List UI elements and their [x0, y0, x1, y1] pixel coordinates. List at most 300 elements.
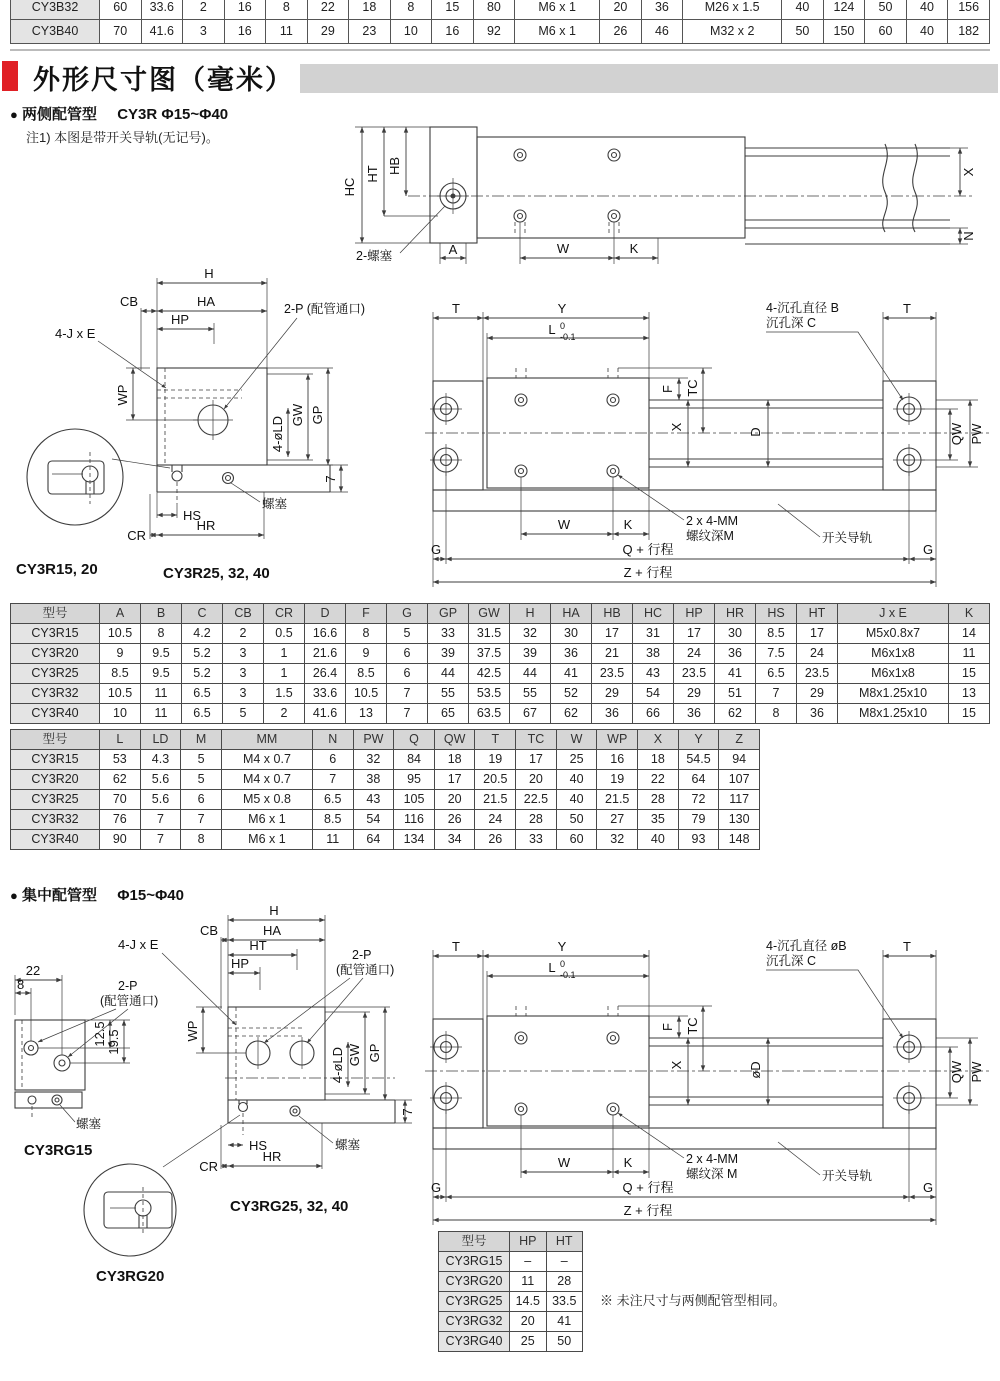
table-row — [11, 664, 990, 684]
dim-cr: CR — [127, 528, 146, 543]
detail-circle — [27, 429, 170, 525]
value-cell: 30 — [715, 624, 756, 644]
model-cell: CY3B40 — [11, 20, 100, 44]
value-cell: 3 — [223, 664, 264, 684]
value-cell: 107 — [719, 770, 760, 790]
value-cell: 64 — [678, 770, 719, 790]
dim-8: 8 — [17, 977, 25, 992]
caption-cy3r15-20: CY3R15, 20 — [16, 561, 98, 578]
label-thread: 2 x 4-MM — [686, 514, 739, 528]
value-cell: M8x1.25x10 — [838, 684, 949, 704]
value-cell: 36 — [797, 704, 838, 724]
value-cell: 32 — [353, 750, 394, 770]
model-cell: CY3R25 — [11, 664, 100, 684]
value-cell: M6x1x8 — [838, 664, 949, 684]
value-cell: 23 — [349, 20, 391, 44]
value-cell: 11 — [312, 830, 353, 850]
end-body — [157, 368, 267, 465]
dim-k: K — [623, 517, 633, 532]
dim-z-stroke: Z + 行程 — [623, 1203, 673, 1218]
dim-pw: PW — [969, 423, 984, 445]
table-row — [439, 1332, 583, 1352]
dim-k: K — [629, 241, 639, 256]
value-cell: 90 — [100, 830, 141, 850]
value-cell: 13 — [346, 704, 387, 724]
bullet-icon: ● — [10, 107, 18, 122]
column-header: H — [510, 604, 551, 624]
section1-range: CY3R Φ15~Φ40 — [117, 106, 229, 123]
value-cell: 148 — [719, 830, 760, 850]
model-cell: CY3B32 — [11, 0, 100, 20]
value-cell: 62 — [551, 704, 592, 724]
value-cell: 30 — [551, 624, 592, 644]
slider-holes — [515, 1006, 619, 1115]
table-row — [11, 20, 990, 44]
value-cell: 51 — [715, 684, 756, 704]
dim-tc: TC — [685, 1017, 700, 1035]
value-cell: 80 — [473, 0, 515, 20]
value-cell: 8 — [756, 704, 797, 724]
dim-l: L — [548, 960, 556, 975]
value-cell: 24 — [475, 810, 516, 830]
value-cell: 1 — [264, 664, 305, 684]
cylinder-tube — [649, 1038, 883, 1105]
value-cell: 29 — [797, 684, 838, 704]
value-cell: 84 — [394, 750, 435, 770]
dim-7: 7 — [400, 1108, 415, 1116]
value-cell: 60 — [865, 20, 907, 44]
value-cell: 43 — [353, 790, 394, 810]
value-cell: 14.5 — [510, 1292, 547, 1312]
dim-k: K — [623, 1155, 633, 1170]
title-gray-bar — [300, 64, 998, 93]
value-cell: 41.6 — [305, 704, 346, 724]
value-cell: 5 — [181, 770, 222, 790]
label-2p-sub: (配管通口) — [336, 963, 395, 977]
cy3b-dim-table-clipped — [10, 0, 990, 51]
column-header: B — [141, 604, 182, 624]
value-cell: 9 — [100, 644, 141, 664]
body — [15, 1020, 85, 1090]
value-cell: 130 — [719, 810, 760, 830]
value-cell: 6.5 — [182, 704, 223, 724]
column-header: Z — [719, 730, 760, 750]
value-cell: 32 — [510, 624, 551, 644]
value-cell: 10 — [100, 704, 141, 724]
value-cell: 38 — [353, 770, 394, 790]
dim-l: L — [548, 322, 556, 337]
dim-cb: CB — [199, 923, 218, 938]
value-cell: 40 — [782, 0, 824, 20]
dim-wp: WP — [185, 1020, 200, 1042]
value-cell: 8.5 — [312, 810, 353, 830]
value-cell: 16 — [597, 750, 638, 770]
label-plug: 螺塞 — [262, 497, 288, 511]
end-body — [228, 1007, 325, 1100]
value-cell: 28 — [516, 810, 557, 830]
column-header: CB — [223, 604, 264, 624]
value-cell: 1.5 — [264, 684, 305, 704]
dim-gw: GW — [290, 403, 305, 427]
red-square-marker — [2, 61, 18, 91]
column-header: PW — [353, 730, 394, 750]
value-cell: M4 x 0.7 — [221, 770, 312, 790]
table-row — [11, 684, 990, 704]
label-thread-depth: 螺纹深M — [686, 529, 734, 543]
dim-hp: HP — [170, 312, 190, 327]
column-header: L — [100, 730, 141, 750]
label-counterbore-dia: 4-沉孔直径 B — [766, 301, 839, 315]
cy3rg20-detail — [84, 1115, 240, 1285]
column-header: 型号 — [11, 730, 100, 750]
dim-gp: GP — [310, 405, 325, 425]
column-header: HP — [674, 604, 715, 624]
value-cell: 8 — [346, 624, 387, 644]
section1-label: 两侧配管型 — [22, 106, 98, 123]
value-cell: 10.5 — [100, 624, 141, 644]
value-cell: 5 — [387, 624, 428, 644]
column-header: WP — [597, 730, 638, 750]
bullet-icon: ● — [10, 888, 18, 903]
cy3r-end-view — [16, 266, 365, 582]
value-cell: 18 — [349, 0, 391, 20]
model-cell: CY3R40 — [11, 830, 100, 850]
page-title: 外形尺寸图（毫米） — [33, 65, 294, 95]
column-header: HA — [551, 604, 592, 624]
table-row — [439, 1252, 583, 1272]
dim-hb: HB — [387, 156, 402, 176]
value-cell: 7 — [387, 684, 428, 704]
value-cell: 7 — [140, 830, 181, 850]
column-header: X — [638, 730, 679, 750]
value-cell: 62 — [715, 704, 756, 724]
value-cell: 17 — [797, 624, 838, 644]
value-cell: M4 x 0.7 — [221, 750, 312, 770]
value-cell: 5.6 — [140, 770, 181, 790]
column-header: LD — [140, 730, 181, 750]
column-header: G — [387, 604, 428, 624]
left-end-block — [433, 381, 483, 490]
value-cell: 62 — [100, 770, 141, 790]
dim-g-left: G — [430, 1180, 442, 1195]
value-cell: 8.5 — [100, 664, 141, 684]
model-cell: CY3R25 — [11, 790, 100, 810]
value-cell: 21.5 — [597, 790, 638, 810]
value-cell: 33.6 — [305, 684, 346, 704]
value-cell: 134 — [394, 830, 435, 850]
dim-pw: PW — [969, 1061, 984, 1083]
value-cell: 7 — [181, 810, 222, 830]
dim-w: W — [557, 517, 571, 532]
cylinder-rail — [745, 144, 950, 244]
value-cell: 8 — [141, 624, 182, 644]
value-cell: 54.5 — [678, 750, 719, 770]
value-cell: M6 x 1 — [515, 20, 600, 44]
column-header: HR — [715, 604, 756, 624]
table-header-row — [11, 604, 990, 624]
value-cell: 116 — [394, 810, 435, 830]
value-cell: 14 — [949, 624, 990, 644]
value-cell: 67 — [510, 704, 551, 724]
port-circle — [24, 1041, 38, 1055]
value-cell: 54 — [633, 684, 674, 704]
column-header: N — [312, 730, 353, 750]
value-cell: 9.5 — [141, 664, 182, 684]
value-cell: 6 — [181, 790, 222, 810]
value-cell: 5 — [181, 750, 222, 770]
value-cell: 39 — [428, 644, 469, 664]
value-cell: 70 — [100, 20, 142, 44]
switch-rail-strip — [228, 1100, 395, 1123]
value-cell: 3 — [183, 20, 225, 44]
dim-g-right: G — [922, 1180, 934, 1195]
table-row — [11, 830, 760, 850]
value-cell: 93 — [678, 830, 719, 850]
value-cell: 6 — [312, 750, 353, 770]
value-cell: 18 — [434, 750, 475, 770]
counterbore-holes — [430, 393, 925, 476]
value-cell: M6 x 1 — [221, 810, 312, 830]
value-cell: 23.5 — [674, 664, 715, 684]
switch-rail — [433, 1128, 936, 1149]
value-cell: 22.5 — [516, 790, 557, 810]
value-cell: 28 — [638, 790, 679, 810]
value-cell: 50 — [556, 810, 597, 830]
value-cell: 29 — [307, 20, 349, 44]
dim-hc: HC — [342, 177, 357, 197]
rail-strip — [15, 1092, 82, 1108]
model-cell: CY3RG15 — [439, 1252, 510, 1272]
value-cell: M26 x 1.5 — [683, 0, 782, 20]
value-cell: 22 — [307, 0, 349, 20]
value-cell: 21.5 — [475, 790, 516, 810]
port-circle — [54, 1055, 70, 1071]
value-cell: 94 — [719, 750, 760, 770]
model-cell: CY3R20 — [11, 770, 100, 790]
value-cell: 17 — [516, 750, 557, 770]
table-row — [439, 1312, 583, 1332]
value-cell: 27 — [597, 810, 638, 830]
value-cell: 54 — [353, 810, 394, 830]
value-cell: 16 — [432, 20, 474, 44]
value-cell: 5.6 — [140, 790, 181, 810]
value-cell: 15 — [949, 704, 990, 724]
table-row — [11, 644, 990, 664]
column-header: 型号 — [11, 604, 100, 624]
cy3r-dim-table-2 — [10, 729, 760, 850]
value-cell: 64 — [353, 830, 394, 850]
value-cell: 42.5 — [469, 664, 510, 684]
value-cell: 29 — [592, 684, 633, 704]
label-switch-rail: 开关导轨 — [822, 1169, 873, 1183]
value-cell: 36 — [641, 0, 683, 20]
value-cell: 7 — [140, 810, 181, 830]
dim-19-5: 19.5 — [106, 1029, 121, 1055]
value-cell: 24 — [797, 644, 838, 664]
value-cell: 182 — [948, 20, 990, 44]
cy3rg-hp-ht-table — [438, 1231, 583, 1352]
value-cell: 21 — [592, 644, 633, 664]
value-cell: 40 — [638, 830, 679, 850]
value-cell: 2 — [264, 704, 305, 724]
dim-gw: GW — [347, 1043, 362, 1067]
column-header: HP — [510, 1232, 547, 1252]
label-plug: 2-螺塞 — [356, 249, 393, 263]
column-header: CR — [264, 604, 305, 624]
dim-w: W — [556, 241, 570, 256]
value-cell: 16.6 — [305, 624, 346, 644]
slider-body — [477, 137, 745, 238]
label-thread-depth: 螺纹深 M — [686, 1167, 738, 1181]
value-cell: 43 — [633, 664, 674, 684]
column-header: K — [949, 604, 990, 624]
value-cell: 70 — [100, 790, 141, 810]
value-cell: 1 — [264, 644, 305, 664]
column-header: C — [182, 604, 223, 624]
value-cell: 26.4 — [305, 664, 346, 684]
value-cell: 5.2 — [182, 644, 223, 664]
column-header: GP — [428, 604, 469, 624]
value-cell: 6.5 — [756, 664, 797, 684]
value-cell: 50 — [546, 1332, 583, 1352]
cy3rg-end-view — [118, 903, 415, 1215]
label-2p: 2-P — [352, 948, 372, 962]
value-cell: 11 — [141, 684, 182, 704]
dim-cr: CR — [199, 1159, 218, 1174]
value-cell: 15 — [949, 664, 990, 684]
value-cell: 7 — [756, 684, 797, 704]
column-header: Y — [678, 730, 719, 750]
value-cell: 19 — [475, 750, 516, 770]
dim-a: A — [448, 242, 458, 257]
dim-z-stroke: Z + 行程 — [623, 565, 673, 580]
mount-holes — [514, 149, 620, 233]
model-cell: CY3RG20 — [439, 1272, 510, 1292]
value-cell: 4.2 — [182, 624, 223, 644]
label-2p: 2-P (配管通口) — [284, 302, 366, 316]
dim-tc: TC — [685, 379, 700, 397]
plug-circle — [290, 1106, 300, 1116]
table-row — [11, 750, 760, 770]
label-2p-sub: (配管通口) — [100, 994, 159, 1008]
value-cell: 9 — [346, 644, 387, 664]
dim-ht: HT — [365, 165, 380, 183]
value-cell: 53 — [100, 750, 141, 770]
value-cell: M8x1.25x10 — [838, 704, 949, 724]
dim-12-5: 12.5 — [92, 1021, 107, 1047]
value-cell: 33 — [516, 830, 557, 850]
column-header: A — [100, 604, 141, 624]
value-cell: 53.5 — [469, 684, 510, 704]
cy3rg15-view — [15, 963, 158, 1159]
label-counterbore-depth: 沉孔深 C — [766, 954, 817, 968]
dim-l-tol-lower: -0.1 — [560, 332, 576, 342]
caption-cy3rg20: CY3RG20 — [96, 1268, 165, 1285]
value-cell: 10.5 — [346, 684, 387, 704]
value-cell: 2 — [183, 0, 225, 20]
value-cell: M5x0.8x7 — [838, 624, 949, 644]
dim-l-tol-lower: -0.1 — [560, 970, 576, 980]
value-cell: 31.5 — [469, 624, 510, 644]
dim-qw: QW — [949, 1060, 964, 1084]
value-cell: 17 — [674, 624, 715, 644]
value-cell: 55 — [428, 684, 469, 704]
value-cell: 20 — [600, 0, 642, 20]
value-cell: 41 — [546, 1312, 583, 1332]
value-cell: 18 — [638, 750, 679, 770]
table-row — [11, 704, 990, 724]
dim-d: D — [748, 427, 763, 437]
cylinder-tube — [649, 400, 883, 467]
column-header: HT — [797, 604, 838, 624]
value-cell: 41.6 — [141, 20, 183, 44]
model-cell: CY3R15 — [11, 624, 100, 644]
value-cell: 46 — [641, 20, 683, 44]
dim-x: X — [669, 422, 684, 432]
column-header: HT — [546, 1232, 583, 1252]
value-cell: 65 — [428, 704, 469, 724]
value-cell: 8 — [266, 0, 308, 20]
value-cell: 4.3 — [140, 750, 181, 770]
value-cell: 66 — [633, 704, 674, 724]
cy3r-dim-table-1 — [10, 603, 990, 724]
dim-ha: HA — [262, 923, 282, 938]
dim-q-stroke: Q + 行程 — [622, 542, 674, 557]
cy3b-dim-table — [10, 0, 990, 44]
column-header: Q — [394, 730, 435, 750]
column-header: MM — [221, 730, 312, 750]
value-cell: 150 — [823, 20, 865, 44]
value-cell: – — [510, 1252, 547, 1272]
value-cell: 15 — [432, 0, 474, 20]
table-row — [11, 790, 760, 810]
dim-22: 22 — [25, 963, 41, 978]
cy3r-plan-view — [425, 300, 990, 587]
label-2p: 2-P — [118, 979, 138, 993]
dim-n: N — [961, 231, 976, 241]
value-cell: 6.5 — [182, 684, 223, 704]
value-cell: 19 — [597, 770, 638, 790]
dim-ht: HT — [249, 938, 267, 953]
value-cell: 29 — [674, 684, 715, 704]
value-cell: 39 — [510, 644, 551, 664]
dim-l-tol-upper: 0 — [560, 321, 566, 331]
value-cell: 3 — [223, 684, 264, 704]
dim-hr: HR — [262, 1149, 282, 1164]
value-cell: 60 — [556, 830, 597, 850]
cy3r-dimension-drawing — [0, 112, 1000, 604]
dim-x: X — [961, 167, 976, 177]
dim-t-right: T — [903, 301, 911, 316]
keyhole-slot — [239, 1100, 248, 1135]
model-cell: CY3R32 — [11, 684, 100, 704]
table-row — [11, 624, 990, 644]
value-cell: 50 — [782, 20, 824, 44]
caption-cy3rg25-32-40: CY3RG25, 32, 40 — [230, 1198, 349, 1215]
value-cell: 8 — [181, 830, 222, 850]
value-cell: 13 — [949, 684, 990, 704]
value-cell: 20 — [516, 770, 557, 790]
value-cell: 3 — [223, 644, 264, 664]
value-cell: 50 — [865, 0, 907, 20]
value-cell: 33.6 — [141, 0, 183, 20]
dim-x: X — [669, 1060, 684, 1070]
value-cell: 40 — [906, 20, 948, 44]
value-cell: 11 — [141, 704, 182, 724]
value-cell: 6 — [387, 664, 428, 684]
model-cell: CY3RG40 — [439, 1332, 510, 1352]
end-cap — [430, 127, 477, 243]
